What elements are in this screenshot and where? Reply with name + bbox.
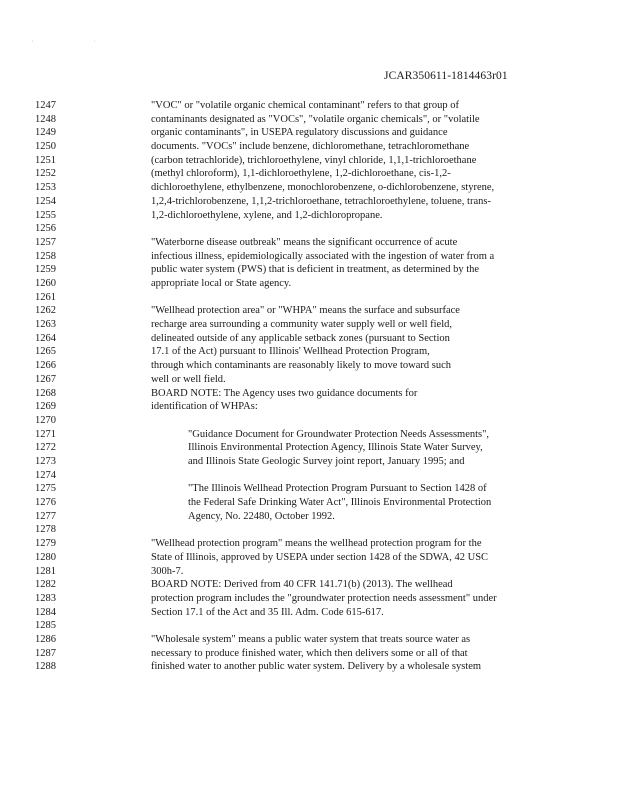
line-text: Illinois Environmental Protection Agency, Illinois State Water Survey, <box>188 442 483 454</box>
text-line <box>0 592 618 605</box>
line-text: Agency, No. 22480, October 1992. <box>188 510 335 522</box>
line-number: 1265 <box>35 346 56 358</box>
line-number: 1264 <box>35 332 56 344</box>
text-line <box>0 222 618 235</box>
text-line <box>0 332 618 345</box>
line-number: 1278 <box>35 524 56 536</box>
line-number: 1279 <box>35 538 56 550</box>
text-line <box>0 345 618 358</box>
line-number: 1269 <box>35 401 56 413</box>
text-line <box>0 565 618 578</box>
text-line <box>0 619 618 632</box>
line-text: "Wholesale system" means a public water system that treats source water as <box>151 633 471 645</box>
line-number: 1275 <box>35 483 56 495</box>
line-text: infectious illness, epidemiologically associated with the ingestion of water from a <box>151 250 495 262</box>
line-number: 1284 <box>35 606 56 618</box>
text-line <box>0 359 618 372</box>
line-number: 1258 <box>35 250 56 262</box>
line-text: protection program includes the "groundwater protection needs assessment" under <box>151 592 497 604</box>
line-number: 1287 <box>35 647 56 659</box>
text-line <box>0 195 618 208</box>
text-line <box>0 154 618 167</box>
line-text: State of Illinois, approved by USEPA under section 1428 of the SDWA, 42 USC <box>151 551 489 563</box>
line-text: Section 17.1 of the Act and 35 Ill. Adm. Code 615-617. <box>151 606 384 618</box>
line-number: 1274 <box>35 469 56 481</box>
line-number: 1249 <box>35 127 56 139</box>
text-line <box>0 387 618 400</box>
line-text: "Guidance Document for Groundwater Protection Needs Assessments", <box>188 428 490 440</box>
text-line <box>0 99 618 112</box>
line-text: 1,2-dichloroethylene, xylene, and 1,2-dichloropropane. <box>151 209 383 221</box>
line-number: 1259 <box>35 264 56 276</box>
text-line <box>0 455 618 468</box>
text-line <box>0 523 618 536</box>
line-number: 1257 <box>35 236 56 248</box>
line-number: 1277 <box>35 510 56 522</box>
line-number: 1280 <box>35 551 56 563</box>
line-number: 1254 <box>35 195 56 207</box>
line-text: contaminants designated as "VOCs", "volatile organic chemicals", or "volatile <box>151 113 480 125</box>
document-id: JCAR350611-1814463r01 <box>384 70 508 82</box>
text-line <box>0 373 618 386</box>
line-text: necessary to produce finished water, which then delivers some or all of that <box>151 647 468 659</box>
text-line <box>0 482 618 495</box>
text-line <box>0 400 618 413</box>
line-text: "VOC" or "volatile organic chemical contaminant" refers to that group of <box>151 100 459 111</box>
line-number: 1250 <box>35 141 56 153</box>
line-number: 1253 <box>35 182 56 194</box>
line-number: 1285 <box>35 620 56 632</box>
line-text: 1,2,4-trichlorobenzene, 1,1,2-trichloroethane, tetrachloroethylene, toluene, trans- <box>151 195 491 207</box>
line-text: recharge area surrounding a community water supply well or well field, <box>151 319 452 330</box>
line-text: appropriate local or State agency. <box>151 278 292 289</box>
line-number: 1270 <box>35 414 56 426</box>
text-line <box>0 291 618 304</box>
line-text: through which contaminants are reasonably likely to move toward such <box>151 360 452 372</box>
text-line <box>0 126 618 139</box>
line-number: 1282 <box>35 579 56 591</box>
line-text: well or well field. <box>151 373 226 385</box>
line-number: 1276 <box>35 497 56 508</box>
text-line <box>0 209 618 222</box>
text-line <box>0 304 618 317</box>
line-text: 17.1 of the Act) pursuant to Illinois' Wellhead Protection Program, <box>151 346 430 358</box>
line-number: 1288 <box>35 661 56 673</box>
line-text: the Federal Safe Drinking Water Act", Illinois Environmental Protection <box>188 497 492 508</box>
line-number: 1286 <box>35 633 56 645</box>
line-number: 1252 <box>35 168 56 180</box>
line-number: 1256 <box>35 223 56 235</box>
text-line <box>0 633 618 646</box>
line-text: BOARD NOTE: The Agency uses two guidance documents for <box>151 387 418 399</box>
text-line <box>0 510 618 523</box>
text-line <box>0 537 618 550</box>
line-number: 1261 <box>35 291 56 303</box>
text-line <box>0 113 618 126</box>
line-number: 1266 <box>35 360 56 372</box>
line-text: organic contaminants", in USEPA regulatory discussions and guidance <box>151 127 448 139</box>
text-line <box>0 277 618 290</box>
line-text: and Illinois State Geologic Survey joint report, January 1995; and <box>188 455 465 467</box>
text-line <box>0 441 618 454</box>
text-line <box>0 428 618 441</box>
line-number: 1247 <box>35 100 56 111</box>
text-line <box>0 551 618 564</box>
text-line <box>0 140 618 153</box>
line-text: identification of WHPAs: <box>151 401 258 413</box>
line-number: 1267 <box>35 373 56 385</box>
line-number: 1272 <box>35 442 56 454</box>
line-text: "Waterborne disease outbreak" means the significant occurrence of acute <box>151 236 458 248</box>
line-text: documents. "VOCs" include benzene, dichloromethane, tetrachloromethane <box>151 141 470 153</box>
text-line <box>0 414 618 427</box>
line-text: 300h-7. <box>151 565 184 577</box>
line-text: delineated outside of any applicable setback zones (pursuant to Section <box>151 332 450 344</box>
line-number: 1263 <box>35 319 56 330</box>
line-number: 1271 <box>35 428 56 440</box>
line-text: dichloroethylene, ethylbenzene, monochlorobenzene, o-dichlorobenzene, styrene, <box>151 182 495 194</box>
line-number: 1255 <box>35 209 56 221</box>
line-text: BOARD NOTE: Derived from 40 CFR 141.71(b) (2013). The wellhead <box>151 579 453 591</box>
text-line <box>0 606 618 619</box>
text-line <box>0 578 618 591</box>
text-line <box>0 647 618 660</box>
line-text: "Wellhead protection program" means the wellhead protection program for the <box>151 538 482 550</box>
text-line <box>0 318 618 331</box>
line-text: public water system (PWS) that is deficient in treatment, as determined by the <box>151 264 480 276</box>
line-text: "Wellhead protection area" or "WHPA" means the surface and subsurface <box>151 305 460 317</box>
text-line <box>0 236 618 249</box>
text-line <box>0 469 618 482</box>
line-text: finished water to another public water system. Delivery by a wholesale system <box>151 661 482 673</box>
text-line <box>0 181 618 194</box>
line-number: 1262 <box>35 305 56 317</box>
text-line <box>0 496 618 509</box>
line-text: "The Illinois Wellhead Protection Program Pursuant to Section 1428 of <box>188 483 487 495</box>
line-number: 1248 <box>35 113 56 125</box>
line-number: 1260 <box>35 278 56 289</box>
line-number: 1268 <box>35 387 56 399</box>
line-number: 1273 <box>35 455 56 467</box>
line-number: 1251 <box>35 154 56 166</box>
line-text: (methyl chloroform), 1,1-dichloroethylene, 1,2-dichloroethane, cis-1,2- <box>151 168 451 180</box>
scan-specks: ' ' <box>32 41 126 46</box>
line-text: (carbon tetrachloride), trichloroethylene, vinyl chloride, 1,1,1-trichloroethane <box>151 154 477 166</box>
line-number: 1283 <box>35 592 56 604</box>
line-number: 1281 <box>35 565 56 577</box>
text-line <box>0 167 618 180</box>
text-line <box>0 250 618 263</box>
text-line <box>0 263 618 276</box>
text-line <box>0 660 618 673</box>
